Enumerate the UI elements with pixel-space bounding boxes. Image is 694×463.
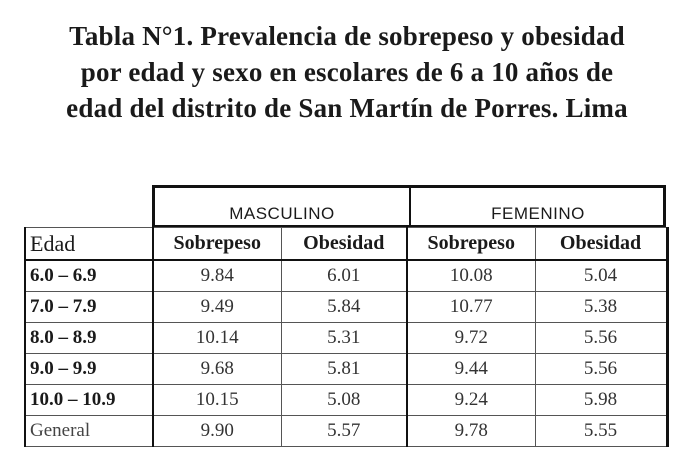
cell-masc-sobrepeso: 10.15 (153, 385, 281, 416)
table-row (25, 292, 667, 323)
cell-masc-obesidad: 5.84 (281, 292, 407, 323)
table-row (25, 354, 667, 385)
cell-fem-sobrepeso: 9.78 (407, 416, 535, 447)
cell-masc-obesidad: 5.31 (281, 323, 407, 354)
cell-fem-obesidad: 5.56 (535, 323, 667, 354)
header-fem-obesidad: Obesidad (535, 228, 667, 261)
cell-fem-obesidad: 5.98 (535, 385, 667, 416)
cell-masc-sobrepeso: 9.49 (153, 292, 281, 323)
row-label: General (25, 416, 153, 447)
cell-masc-obesidad: 5.81 (281, 354, 407, 385)
table-row-general (25, 416, 667, 447)
sex-group-header (152, 185, 666, 227)
table-row (25, 260, 667, 292)
cell-masc-obesidad: 6.01 (281, 260, 407, 292)
cell-fem-obesidad: 5.04 (535, 260, 667, 292)
cell-fem-sobrepeso: 10.08 (407, 260, 535, 292)
cell-masc-sobrepeso: 9.84 (153, 260, 281, 292)
header-masc-obesidad: Obesidad (281, 228, 407, 261)
cell-masc-sobrepeso: 9.90 (153, 416, 281, 447)
group-header-masculino: MASCULINO (229, 204, 335, 223)
cell-fem-obesidad: 5.55 (535, 416, 667, 447)
row-label: 8.0 – 8.9 (25, 323, 153, 354)
cell-masc-obesidad: 5.57 (281, 416, 407, 447)
header-fem-sobrepeso: Sobrepeso (407, 228, 535, 261)
header-edad: Edad (25, 228, 153, 261)
row-label: 10.0 – 10.9 (25, 385, 153, 416)
cell-fem-sobrepeso: 10.77 (407, 292, 535, 323)
column-header-row (25, 228, 667, 261)
table-row (25, 385, 667, 416)
cell-fem-sobrepeso: 9.24 (407, 385, 535, 416)
row-label: 9.0 – 9.9 (25, 354, 153, 385)
row-label: 7.0 – 7.9 (25, 292, 153, 323)
title-line-1: Tabla N°1. Prevalencia de sobrepeso y obesidad (69, 21, 625, 51)
title-line-3: edad del distrito de San Martín de Porres. Lima (66, 93, 628, 123)
cell-fem-obesidad: 5.38 (535, 292, 667, 323)
cell-fem-obesidad: 5.56 (535, 354, 667, 385)
cell-masc-sobrepeso: 10.14 (153, 323, 281, 354)
title-line-2: por edad y sexo en escolares de 6 a 10 años de (80, 57, 614, 87)
table-row (25, 323, 667, 354)
cell-masc-sobrepeso: 9.68 (153, 354, 281, 385)
data-table (24, 227, 669, 447)
row-label: 6.0 – 6.9 (25, 260, 153, 292)
cell-fem-sobrepeso: 9.44 (407, 354, 535, 385)
group-header-femenino: FEMENINO (409, 188, 665, 227)
table-title (20, 18, 674, 126)
cell-fem-sobrepeso: 9.72 (407, 323, 535, 354)
header-masc-sobrepeso: Sobrepeso (153, 228, 281, 261)
cell-masc-obesidad: 5.08 (281, 385, 407, 416)
prevalence-table (24, 185, 666, 448)
